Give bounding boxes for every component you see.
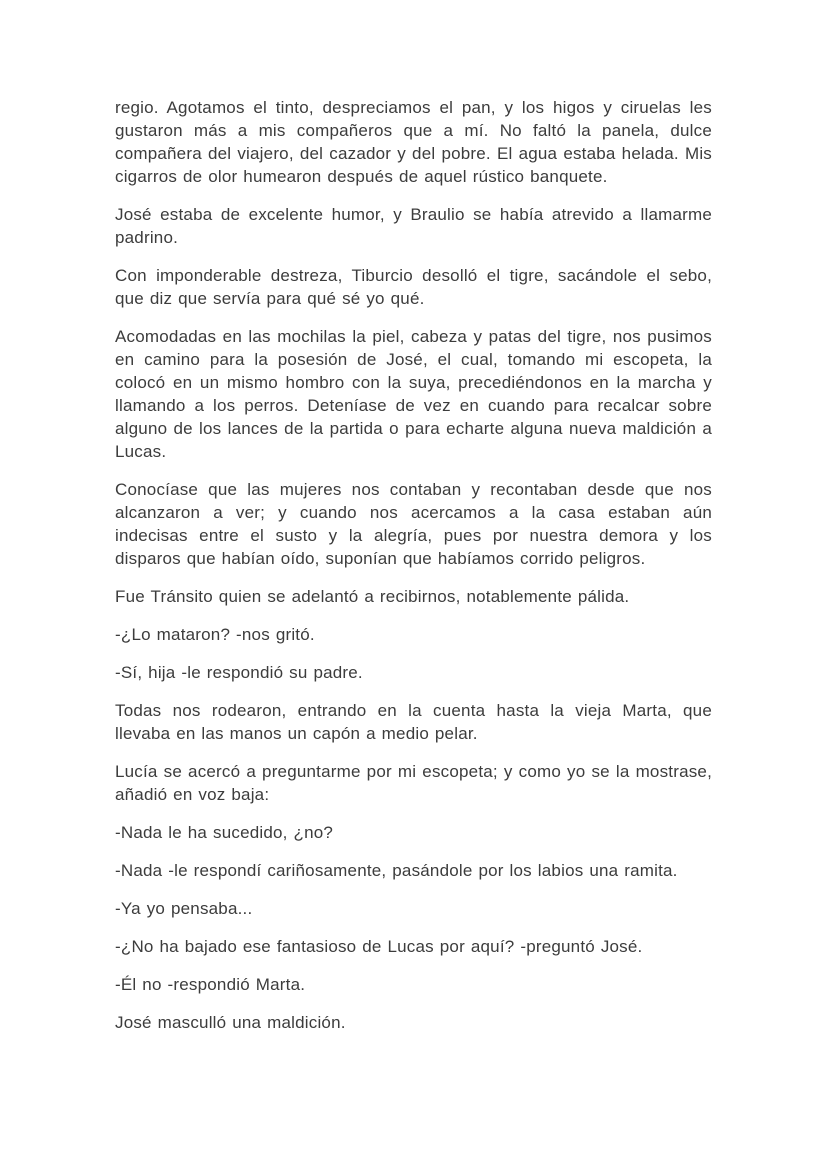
paragraph-dialogue: -Nada le ha sucedido, ¿no? [115, 823, 334, 842]
paragraph: Con imponderable destreza, Tiburcio desolló el tigre, sacándole el sebo, que diz que servía para qué sé yo qué. [115, 266, 712, 308]
paragraph: José estaba de excelente humor, y Braulio se había atrevido a llamarme padrino. [115, 205, 712, 247]
paragraph: Todas nos rodearon, entrando en la cuenta hasta la vieja Marta, que llevaba en las manos un capón a medio pelar. [115, 701, 712, 743]
paragraph: Fue Tránsito quien se adelantó a recibirnos, notablemente pálida. [115, 587, 630, 606]
paragraph-dialogue: -¿No ha bajado ese fantasioso de Lucas por aquí? -preguntó José. [115, 937, 643, 956]
paragraph: José masculló una maldición. [115, 1013, 346, 1032]
paragraph-dialogue: -Ya yo pensaba... [115, 899, 253, 918]
paragraph: Lucía se acercó a preguntarme por mi escopeta; y como yo se la mostrase, añadió en voz baja: [115, 762, 712, 804]
paragraph-dialogue: -Sí, hija -le respondió su padre. [115, 663, 363, 682]
paragraph: Conocíase que las mujeres nos contaban y recontaban desde que nos alcanzaron a ver; y cuando nos acercamos a la casa estaban aún indecisas entre el susto y la alegría, pues por nuestra demora y los disparos que habían oído, suponían que habíamos corrido peligros. [115, 480, 712, 568]
paragraph-dialogue: -¿Lo mataron? -nos gritó. [115, 625, 315, 644]
paragraph-dialogue: -Él no -respondió Marta. [115, 975, 306, 994]
paragraph: Acomodadas en las mochilas la piel, cabeza y patas del tigre, nos pusimos en camino para la posesión de José, el cual, tomando mi escopeta, la colocó en un mismo hombro con la suya, precediéndonos en la marcha y llamando a los perros. Deteníase de vez en cuando para recalcar sobre alguno de los lances de la partida o para echarte alguna nueva maldición a Lucas. [115, 327, 712, 461]
paragraph-dialogue: -Nada -le respondí cariñosamente, pasándole por los labios una ramita. [115, 861, 678, 880]
paragraph: regio. Agotamos el tinto, despreciamos el pan, y los higos y ciruelas les gustaron más a mis compañeros que a mí. No faltó la panela, dulce compañera del viajero, del cazador y del pobre. El agua estaba helada. Mis cigarros de olor humearon después de aquel rústico banquete. [115, 98, 712, 186]
text-block [115, 96, 712, 1049]
